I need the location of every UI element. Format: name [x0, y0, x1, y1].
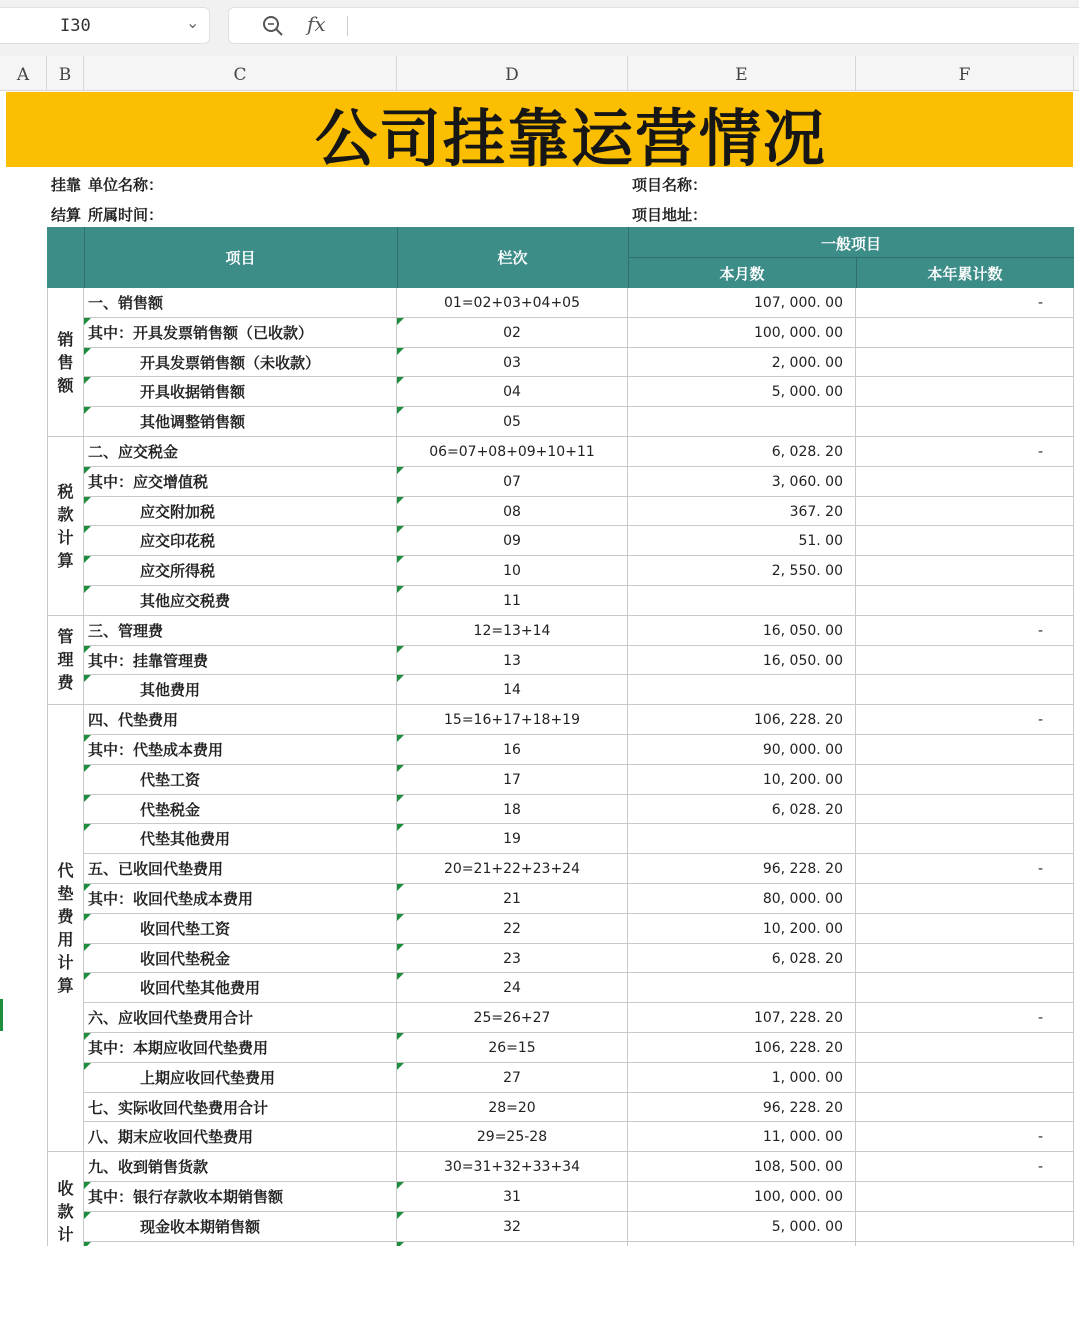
- cell-indicator: [84, 884, 91, 891]
- formula-bar: [0, 0, 1079, 56]
- item-cell[interactable]: 应交印花税: [84, 526, 397, 556]
- year-value-cell[interactable]: [856, 1212, 1074, 1242]
- column-header-d[interactable]: D: [397, 56, 628, 90]
- code-cell[interactable]: 29=25-28: [397, 1122, 628, 1152]
- item-cell[interactable]: 应交所得税: [84, 556, 397, 586]
- code-cell[interactable]: 06=07+08+09+10+11: [397, 437, 628, 467]
- month-value-cell[interactable]: [628, 973, 856, 1003]
- cell-indicator: [397, 1063, 404, 1070]
- code-cell[interactable]: 02: [397, 318, 628, 348]
- table-row: [0, 1212, 1079, 1242]
- item-cell[interactable]: 上期应收回代垫费用: [84, 1063, 397, 1093]
- cell-indicator: [397, 377, 404, 384]
- item-cell[interactable]: 其中：收回代垫成本费用: [84, 884, 397, 914]
- code-cell[interactable]: 05: [397, 407, 628, 437]
- item-cell[interactable]: 其他应交税费: [84, 586, 397, 616]
- month-value-cell[interactable]: 10, 200. 00: [628, 765, 856, 795]
- cell-indicator: [397, 586, 404, 593]
- title-banner[interactable]: [6, 92, 1073, 175]
- item-cell[interactable]: 现金收本期销售额: [84, 1212, 397, 1242]
- group-label-cell[interactable]: [47, 616, 84, 705]
- item-cell[interactable]: 七、实际收回代垫费用合计: [84, 1093, 397, 1123]
- cell-indicator: [84, 318, 91, 325]
- cell-indicator: [84, 646, 91, 653]
- month-value-cell[interactable]: 5, 000. 00: [628, 1212, 856, 1242]
- month-value-cell[interactable]: 90, 000. 00: [628, 735, 856, 765]
- cell-indicator: [84, 467, 91, 474]
- code-cell[interactable]: 16: [397, 735, 628, 765]
- month-value-cell[interactable]: 2, 550. 00: [628, 556, 856, 586]
- column-header-f[interactable]: F: [856, 56, 1074, 90]
- column-header-b[interactable]: B: [47, 56, 84, 90]
- year-value-cell[interactable]: [856, 884, 1074, 914]
- item-cell[interactable]: 四、代垫费用: [84, 705, 397, 735]
- cell-indicator: [397, 407, 404, 414]
- year-value-cell[interactable]: [856, 348, 1074, 378]
- month-value-cell[interactable]: 16, 050. 00: [628, 646, 856, 676]
- code-cell[interactable]: 17: [397, 765, 628, 795]
- cell-indicator: [84, 914, 91, 921]
- divider: [347, 16, 348, 36]
- info-label-1: 挂靠: [51, 176, 82, 194]
- unit-name-label: 单位名称：: [88, 176, 164, 194]
- month-value-cell[interactable]: 100, 000. 00: [628, 318, 856, 348]
- cell-indicator: [84, 526, 91, 533]
- month-value-cell[interactable]: 106, 228. 20: [628, 1033, 856, 1063]
- item-cell[interactable]: 八、期末应收回代垫费用: [84, 1122, 397, 1152]
- item-cell[interactable]: 收回代垫税金: [84, 944, 397, 974]
- cell-indicator: [84, 586, 91, 593]
- blank-area: [0, 1246, 1079, 1323]
- table-row: [0, 348, 1079, 378]
- year-value-cell[interactable]: [856, 1182, 1074, 1212]
- table-row: [0, 586, 1079, 616]
- month-value-cell[interactable]: 106, 228. 20: [628, 705, 856, 735]
- cell-indicator: [84, 675, 91, 682]
- cell-indicator: [84, 348, 91, 355]
- table-row: [0, 1182, 1079, 1212]
- year-value-cell[interactable]: [856, 586, 1074, 616]
- cell-indicator: [397, 1212, 404, 1219]
- code-cell[interactable]: 26=15: [397, 1033, 628, 1063]
- cell-indicator: [84, 556, 91, 563]
- month-value-cell[interactable]: 6, 028. 20: [628, 437, 856, 467]
- code-cell[interactable]: 04: [397, 377, 628, 407]
- cell-indicator: [84, 795, 91, 802]
- code-cell[interactable]: 24: [397, 973, 628, 1003]
- month-value-cell[interactable]: [628, 407, 856, 437]
- year-value-cell[interactable]: [856, 318, 1074, 348]
- cell-indicator: [84, 944, 91, 951]
- cell-indicator: [397, 973, 404, 980]
- year-value-cell[interactable]: [856, 526, 1074, 556]
- item-cell[interactable]: 收回代垫工资: [84, 914, 397, 944]
- table-row: [0, 705, 1079, 735]
- cell-indicator: [397, 914, 404, 921]
- month-value-cell[interactable]: 96, 228. 20: [628, 854, 856, 884]
- month-value-cell[interactable]: 367. 20: [628, 497, 856, 527]
- column-header-e[interactable]: E: [628, 56, 856, 90]
- group-label: 管理费: [57, 627, 74, 693]
- month-value-cell[interactable]: 1, 000. 00: [628, 1063, 856, 1093]
- cell-indicator: [397, 795, 404, 802]
- month-value-cell[interactable]: [628, 586, 856, 616]
- table-row: [0, 318, 1079, 348]
- code-cell[interactable]: 32: [397, 1212, 628, 1242]
- year-value-cell[interactable]: [856, 944, 1074, 974]
- month-value-cell[interactable]: 6, 028. 20: [628, 944, 856, 974]
- month-value-cell[interactable]: 3, 060. 00: [628, 467, 856, 497]
- sheet-grid: [0, 90, 1079, 1246]
- month-value-cell[interactable]: 80, 000. 00: [628, 884, 856, 914]
- year-value-cell[interactable]: [856, 973, 1074, 1003]
- year-value-cell[interactable]: -: [856, 705, 1074, 735]
- code-cell[interactable]: 31: [397, 1182, 628, 1212]
- year-value-cell[interactable]: [856, 795, 1074, 825]
- group-label: 代垫费用计算: [57, 861, 74, 996]
- table-row: [0, 914, 1079, 944]
- group-label: 销售额: [57, 329, 74, 395]
- item-cell[interactable]: 其中：挂靠管理费: [84, 646, 397, 676]
- table-row: [0, 467, 1079, 497]
- table-header: [47, 227, 1074, 288]
- fx-icon[interactable]: fx: [307, 12, 326, 36]
- cell-indicator: [397, 1182, 404, 1189]
- column-header-c[interactable]: C: [84, 56, 397, 90]
- table-row: [0, 407, 1079, 437]
- month-value-cell[interactable]: [628, 824, 856, 854]
- cell-indicator: [397, 646, 404, 653]
- table-row: [0, 675, 1079, 705]
- table-row: [0, 377, 1079, 407]
- column-header-bar: [0, 56, 1079, 91]
- cell-indicator: [397, 765, 404, 772]
- code-cell[interactable]: 09: [397, 526, 628, 556]
- table-row: [0, 1003, 1079, 1033]
- cell-indicator: [84, 1182, 91, 1189]
- item-cell[interactable]: 五、已收回代垫费用: [84, 854, 397, 884]
- year-value-cell[interactable]: -: [856, 1152, 1074, 1182]
- item-cell[interactable]: 其中：代垫成本费用: [84, 735, 397, 765]
- year-value-cell[interactable]: [856, 556, 1074, 586]
- table-row: [0, 884, 1079, 914]
- table-row: [0, 556, 1079, 586]
- project-name-label: 项目名称：: [632, 176, 708, 194]
- item-cell[interactable]: 其他费用: [84, 675, 397, 705]
- month-value-cell[interactable]: 51. 00: [628, 526, 856, 556]
- year-value-cell[interactable]: -: [856, 1003, 1074, 1033]
- item-cell[interactable]: 九、收到销售货款: [84, 1152, 397, 1182]
- code-cell[interactable]: 19: [397, 824, 628, 854]
- code-cell[interactable]: 30=31+32+33+34: [397, 1152, 628, 1182]
- group-label-cell[interactable]: [47, 288, 84, 437]
- code-cell[interactable]: 01=02+03+04+05: [397, 288, 628, 318]
- item-cell[interactable]: 开具收据销售额: [84, 377, 397, 407]
- table-row: [0, 735, 1079, 765]
- table-row: [0, 1063, 1079, 1093]
- year-value-cell[interactable]: [856, 407, 1074, 437]
- code-cell[interactable]: 25=26+27: [397, 1003, 628, 1033]
- item-cell[interactable]: 六、应收回代垫费用合计: [84, 1003, 397, 1033]
- year-value-cell[interactable]: [856, 467, 1074, 497]
- project-address-label: 项目地址：: [632, 206, 708, 224]
- sheet-title: 公司挂靠运营情况: [314, 102, 827, 175]
- year-value-cell[interactable]: -: [856, 288, 1074, 318]
- table-row: [0, 765, 1079, 795]
- table-row: [0, 973, 1079, 1003]
- cell-indicator: [397, 675, 404, 682]
- year-value-cell[interactable]: [856, 824, 1074, 854]
- cell-indicator: [397, 556, 404, 563]
- cell-indicator: [397, 1033, 404, 1040]
- item-cell[interactable]: 三、管理费: [84, 616, 397, 646]
- cell-indicator: [84, 1033, 91, 1040]
- item-cell[interactable]: 其他调整销售额: [84, 407, 397, 437]
- code-cell[interactable]: 21: [397, 884, 628, 914]
- item-cell[interactable]: 应交附加税: [84, 497, 397, 527]
- cell-indicator: [84, 497, 91, 504]
- cell-indicator: [84, 765, 91, 772]
- year-value-cell[interactable]: [856, 377, 1074, 407]
- cell-indicator: [84, 824, 91, 831]
- month-value-cell[interactable]: 107, 228. 20: [628, 1003, 856, 1033]
- code-cell[interactable]: 03: [397, 348, 628, 378]
- table-row: [0, 795, 1079, 825]
- item-cell[interactable]: 其中：开具发票销售额（已收款）: [84, 318, 397, 348]
- code-cell[interactable]: 07: [397, 467, 628, 497]
- group-label-cell[interactable]: [47, 705, 84, 1152]
- month-value-cell[interactable]: [628, 675, 856, 705]
- column-header-a[interactable]: A: [0, 56, 47, 90]
- item-cell[interactable]: 代垫工资: [84, 765, 397, 795]
- cell-indicator: [397, 467, 404, 474]
- table-row: [0, 646, 1079, 676]
- month-value-cell[interactable]: 100, 000. 00: [628, 1182, 856, 1212]
- table-row: [0, 616, 1079, 646]
- year-value-cell[interactable]: -: [856, 437, 1074, 467]
- code-cell[interactable]: 11: [397, 586, 628, 616]
- cell-indicator: [397, 526, 404, 533]
- cell-indicator: [397, 735, 404, 742]
- cell-indicator: [84, 1212, 91, 1219]
- table-row: [0, 854, 1079, 884]
- code-cell[interactable]: 23: [397, 944, 628, 974]
- year-value-cell[interactable]: [856, 1033, 1074, 1063]
- month-value-cell[interactable]: 16, 050. 00: [628, 616, 856, 646]
- cell-indicator: [397, 824, 404, 831]
- group-label: 收款计: [57, 1178, 74, 1244]
- year-value-cell[interactable]: [856, 646, 1074, 676]
- item-cell[interactable]: 一、销售额: [84, 288, 397, 318]
- year-value-cell[interactable]: -: [856, 616, 1074, 646]
- month-value-cell[interactable]: 11, 000. 00: [628, 1122, 856, 1152]
- month-value-cell[interactable]: 10, 200. 00: [628, 914, 856, 944]
- cell-indicator: [397, 348, 404, 355]
- month-value-cell[interactable]: 6, 028. 20: [628, 795, 856, 825]
- table-row: [0, 437, 1079, 467]
- code-cell[interactable]: 20=21+22+23+24: [397, 854, 628, 884]
- year-value-cell[interactable]: [856, 735, 1074, 765]
- code-cell[interactable]: 13: [397, 646, 628, 676]
- cell-indicator: [84, 1063, 91, 1070]
- month-value-cell[interactable]: 96, 228. 20: [628, 1093, 856, 1123]
- table-row: [0, 1033, 1079, 1063]
- item-cell[interactable]: 代垫其他费用: [84, 824, 397, 854]
- table-row: [0, 944, 1079, 974]
- cell-indicator: [84, 377, 91, 384]
- code-cell[interactable]: 15=16+17+18+19: [397, 705, 628, 735]
- item-cell[interactable]: 其中：应交增值税: [84, 467, 397, 497]
- month-value-cell[interactable]: 2, 000. 00: [628, 348, 856, 378]
- table-row: [0, 1122, 1079, 1152]
- code-cell[interactable]: 22: [397, 914, 628, 944]
- cell-indicator: [397, 884, 404, 891]
- year-value-cell[interactable]: [856, 1063, 1074, 1093]
- year-value-cell[interactable]: [856, 497, 1074, 527]
- year-value-cell[interactable]: [856, 914, 1074, 944]
- month-value-cell[interactable]: 5, 000. 00: [628, 377, 856, 407]
- item-cell[interactable]: 收回代垫其他费用: [84, 973, 397, 1003]
- item-cell[interactable]: 开具发票销售额（未收款）: [84, 348, 397, 378]
- year-value-cell[interactable]: [856, 675, 1074, 705]
- month-value-cell[interactable]: 107, 000. 00: [628, 288, 856, 318]
- table-row: [0, 1093, 1079, 1123]
- cell-indicator: [84, 735, 91, 742]
- table-row: [0, 1152, 1079, 1182]
- table-row: [0, 526, 1079, 556]
- header-month: 本月数: [719, 265, 765, 283]
- name-box[interactable]: [0, 7, 210, 44]
- group-label-cell[interactable]: [47, 437, 84, 616]
- header-general-project: 一般项目: [820, 235, 881, 253]
- cell-indicator: [84, 407, 91, 414]
- zoom-icon[interactable]: [261, 14, 285, 38]
- item-cell[interactable]: 二、应交税金: [84, 437, 397, 467]
- table-row: [0, 288, 1079, 318]
- period-label: 所属时间：: [88, 206, 164, 224]
- code-cell[interactable]: 08: [397, 497, 628, 527]
- code-cell[interactable]: 18: [397, 795, 628, 825]
- info-label-2: 结算: [51, 206, 82, 224]
- header-code: 栏次: [497, 249, 528, 267]
- formula-input[interactable]: [228, 7, 1079, 44]
- row-selection-marker: [0, 999, 3, 1031]
- code-cell[interactable]: 12=13+14: [397, 616, 628, 646]
- item-cell[interactable]: 代垫税金: [84, 795, 397, 825]
- cell-indicator: [84, 973, 91, 980]
- table-row: [0, 497, 1079, 527]
- year-value-cell[interactable]: [856, 1093, 1074, 1123]
- year-value-cell[interactable]: [856, 765, 1074, 795]
- code-cell[interactable]: 10: [397, 556, 628, 586]
- year-value-cell[interactable]: -: [856, 854, 1074, 884]
- cell-indicator: [397, 944, 404, 951]
- chevron-down-icon[interactable]: ⌄: [186, 13, 200, 32]
- group-label: 税款计算: [57, 481, 74, 570]
- cell-indicator: [397, 318, 404, 325]
- code-cell[interactable]: 14: [397, 675, 628, 705]
- month-value-cell[interactable]: 108, 500. 00: [628, 1152, 856, 1182]
- table-row: [0, 824, 1079, 854]
- item-cell[interactable]: 其中：本期应收回代垫费用: [84, 1033, 397, 1063]
- item-cell[interactable]: 其中：银行存款收本期销售额: [84, 1182, 397, 1212]
- cell-indicator: [397, 497, 404, 504]
- header-year: 本年累计数: [927, 265, 1003, 283]
- cell-reference: I30: [60, 16, 91, 36]
- code-cell[interactable]: 27: [397, 1063, 628, 1093]
- code-cell[interactable]: 28=20: [397, 1093, 628, 1123]
- year-value-cell[interactable]: -: [856, 1122, 1074, 1152]
- header-item: 项目: [225, 249, 256, 267]
